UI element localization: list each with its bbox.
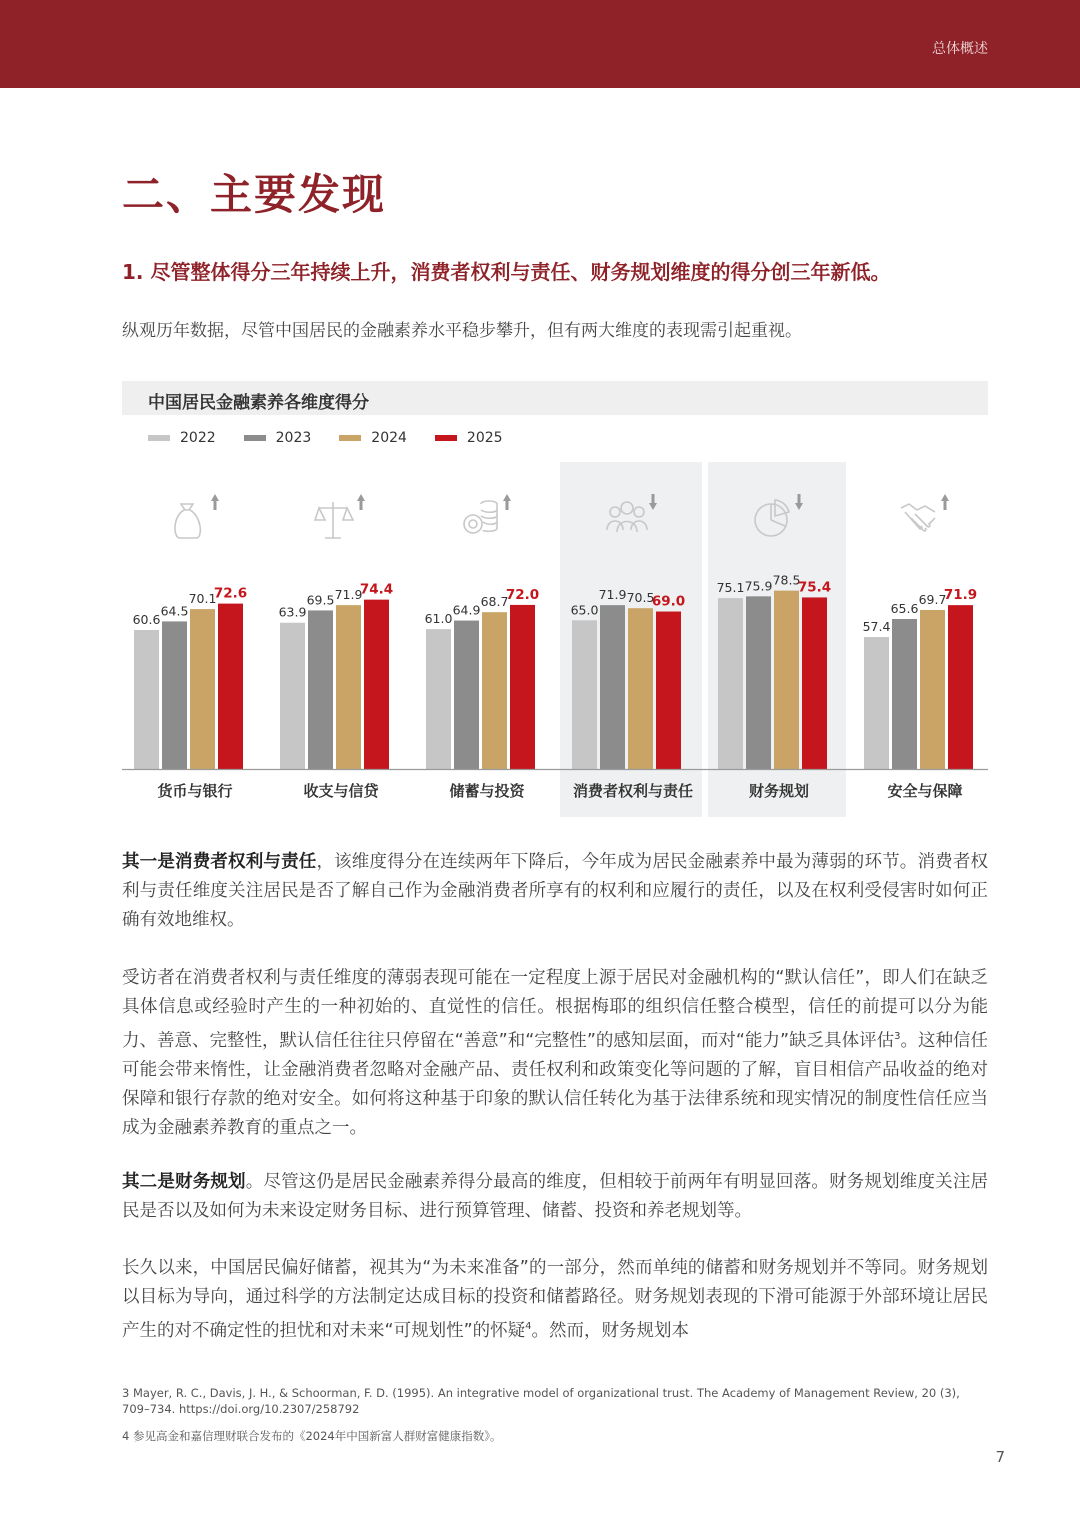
data-label: 70.1: [188, 591, 217, 607]
data-label: 64.5: [160, 603, 189, 619]
data-label: 61.0: [424, 611, 453, 627]
dimension-score-chart: [122, 462, 988, 818]
data-label: 75.9: [744, 578, 773, 594]
legend-label: 2025: [466, 430, 503, 446]
paragraph-body: 受访者在消费者权利与责任维度的薄弱表现可能在一定程度上源于居民对金融机构的“默认信任”，即人们在缺乏具体信息或经验时产生的一种初始的、直觉性的信任。根据梅耶的组织信任整合模型，信任的前提可以分为能力、善意、完整性，默认信任往往只停留在“善意”和“完整性”的感知层面，而对“能力”缺乏具体评估: [122, 968, 988, 1051]
data-label: 75.4: [797, 579, 832, 596]
bar-2024: [774, 591, 799, 769]
bar-2025: [802, 597, 827, 769]
bar-2024: [336, 605, 361, 769]
page-number: 7: [995, 1448, 1005, 1466]
footnote-ref: 3: [894, 1031, 901, 1042]
data-label: 74.4: [359, 581, 394, 598]
bar-2025: [656, 612, 681, 769]
bar-2023: [162, 621, 187, 769]
data-label: 69.0: [651, 593, 686, 610]
data-label: 75.1: [716, 580, 745, 596]
category-label: 财务规划: [748, 782, 810, 800]
legend-label: 2024: [371, 430, 407, 446]
data-label: 71.9: [943, 587, 978, 604]
top-banner: [0, 0, 1080, 88]
bar-2024: [190, 609, 215, 769]
data-label: 70.5: [626, 590, 655, 606]
category-label: 货币与银行: [157, 782, 233, 800]
data-label: 69.5: [306, 592, 335, 608]
category-label: 储蓄与投资: [449, 782, 525, 800]
data-label: 65.6: [890, 601, 919, 616]
money-bag-icon: [175, 504, 200, 538]
legend-item-2024: [339, 430, 407, 446]
bar-2023: [308, 610, 333, 769]
category-label: 消费者权利与责任: [572, 782, 694, 800]
data-label: 78.5: [772, 572, 801, 588]
paragraph-financial-planning: [122, 1168, 988, 1226]
data-label: 65.0: [570, 602, 599, 618]
arrow-up-icon: [357, 494, 365, 510]
category-label: 收支与信贷: [303, 782, 379, 800]
data-label: 60.6: [132, 612, 161, 627]
legend-label: 2022: [180, 430, 216, 446]
data-label: 71.9: [598, 587, 627, 603]
bar-2025: [364, 600, 389, 769]
intro-text: 纵观历年数据，尽管中国居民的金融素养水平稳步攀升，但有两大维度的表现需引起重视。: [122, 321, 802, 341]
bar-2023: [892, 619, 917, 769]
chart-legend: [148, 430, 503, 446]
paragraph-consumer-rights: [122, 848, 988, 935]
paragraph-body: 。然而，财务规划本: [531, 1320, 690, 1341]
bar-2022: [280, 623, 305, 769]
legend-swatch: [339, 435, 361, 441]
data-label: 69.7: [918, 591, 947, 607]
category-label: 安全与保障: [887, 782, 963, 800]
bar-2024: [628, 608, 653, 769]
paragraph-body: 长久以来，中国居民偏好储蓄，视其为“为未来准备”的一部分，然而单纯的储蓄和财务规划并不等同。财务规划以目标为导向，通过科学的方法制定达成目标的投资和储蓄路径。财务规划表现的下滑可能源于外部环境让居民产生的对不确定性的担忧和对未来“可规划性”的怀疑: [122, 1258, 988, 1341]
data-label: 64.9: [452, 602, 481, 618]
data-label: 72.6: [213, 585, 248, 602]
paragraph-body: ，该维度得分在连续两年下降后，今年成为居民金融素养中最为薄弱的环节。消费者权利与责任维度关注居民是否了解自己作为金融消费者所享有的权利和应履行的责任，以及在权利受侵害时如何正确有效地维权。: [122, 852, 989, 930]
bar-2023: [454, 621, 479, 769]
arrow-up-icon: [941, 494, 949, 510]
legend-item-2025: [435, 430, 503, 446]
paragraph-default-trust: [122, 964, 988, 1143]
footnote-3: 3 Mayer, R. C., Davis, J. H., & Schoorman, F. D. (1995). An integrative model of organizational trust. The Academy of Management Review, 20 (3), 709–734. https://doi.org/10.2307/258792: [122, 1386, 960, 1416]
bar-2025: [510, 605, 535, 769]
paragraph-body: 。这种信任可能会带来惰性，让金融消费者忽略对金融产品、责任权利和政策变化等问题的了解，盲目相信产品收益的绝对保障和银行存款的绝对安全。如何将这种基于印象的默认信任转化为基于法律系统和现实情况的制度性信任应当成为金融素养教育的重点之一。: [122, 1030, 988, 1138]
legend-item-2023: [244, 430, 312, 446]
bar-2024: [920, 610, 945, 769]
bar-2022: [426, 629, 451, 769]
coin-stack-icon: [464, 501, 497, 533]
data-label: 72.0: [505, 586, 540, 603]
data-label: 57.4: [862, 619, 891, 635]
legend-item-2022: [148, 430, 216, 446]
balance-scale-icon: [315, 502, 353, 538]
paragraph-savings: [122, 1254, 988, 1346]
arrow-up-icon: [211, 494, 219, 510]
legend-swatch: [244, 435, 266, 441]
page-title: 二、主要发现: [122, 170, 387, 219]
chart-title-bar: [122, 381, 988, 415]
bar-2023: [746, 596, 771, 769]
paragraph-lead: 其一是消费者权利与责任: [122, 852, 317, 872]
bar-2023: [600, 605, 625, 769]
data-label: 71.9: [334, 587, 363, 603]
data-label: 68.7: [480, 594, 509, 610]
footnote-4: 4 参见高金和嘉信理财联合发布的《2024年中国新富人群财富健康指数》。: [122, 1429, 502, 1443]
finding-heading: 1. 尽管整体得分三年持续上升，消费者权利与责任、财务规划维度的得分创三年新低。: [122, 260, 891, 284]
handshake-icon: [901, 504, 935, 531]
bar-2024: [482, 612, 507, 769]
legend-swatch: [435, 435, 457, 441]
footnote-ref: 4: [525, 1321, 532, 1332]
section-label: 总体概述: [932, 41, 988, 57]
bar-2022: [572, 620, 597, 769]
chart-title: 中国居民金融素养各维度得分: [148, 393, 369, 413]
bar-2022: [864, 637, 889, 769]
bar-2025: [218, 604, 243, 769]
paragraph-lead: 其二是财务规划: [122, 1172, 246, 1192]
legend-swatch: [148, 435, 170, 441]
bar-2022: [134, 630, 159, 769]
paragraph-body: 。尽管这仍是居民金融素养得分最高的维度，但相较于前两年有明显回落。财务规划维度关注居民是否以及如何为未来设定财务目标、进行预算管理、储蓄、投资和养老规划等。: [122, 1172, 989, 1221]
bar-2022: [718, 598, 743, 769]
data-label: 63.9: [278, 604, 307, 620]
legend-label: 2023: [275, 430, 312, 446]
arrow-up-icon: [503, 494, 511, 510]
bar-2025: [948, 605, 973, 769]
